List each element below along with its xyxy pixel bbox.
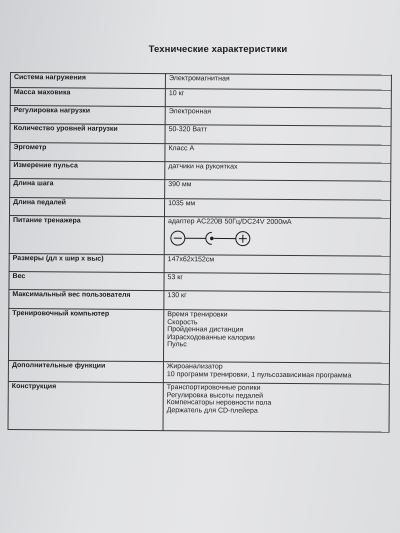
spec-value: датчики на рукоятках [165, 162, 391, 182]
spec-key: Масса маховика [10, 88, 165, 107]
table-row [8, 381, 389, 432]
specs-table [8, 72, 392, 433]
spec-value: 147x62x152см [164, 255, 390, 275]
spec-key: Вес [9, 271, 164, 290]
spec-key: Количество уровней нагрузки [10, 124, 165, 144]
spec-key: Эргометр [10, 143, 165, 162]
spec-value: 50-320 Ватт [165, 125, 391, 146]
spec-key: Регулировка нагрузки [10, 106, 165, 125]
spec-value: 390 мм [165, 180, 391, 201]
spec-value: Жироанализатор 10 программ тренировки, 1 пульсозависимая программа [163, 362, 389, 385]
document-title: Технические характеристики [148, 44, 288, 55]
table-row [8, 308, 389, 363]
spec-value: 10 кг [165, 89, 391, 109]
spec-key: Максимальный вес пользователя [9, 289, 164, 309]
table-row [9, 216, 390, 257]
spec-key: Размеры (дл х шир х выс) [9, 253, 164, 272]
dc-polarity-icon [168, 228, 260, 249]
table-row [8, 360, 389, 384]
spec-value: Время тренировки Скорость Пройденная дистанция Израсходованные калории Пульс [163, 310, 389, 364]
spec-value: Электромагнитная [165, 74, 391, 91]
spec-key: Дополнительные функции [8, 360, 163, 382]
spec-key: Система нагружения [10, 73, 165, 89]
spec-key: Измерение пульса [10, 161, 165, 180]
spec-value: Транспортировочные ролики Регулировка высоты педалей Компенсаторы неровности пола Держатель для CD-плейера [163, 383, 389, 433]
spec-key: Конструкция [8, 381, 163, 430]
spec-key: Длина педалей [9, 198, 164, 217]
spec-value: адаптер AC220B 50Гц/DC24V 2000мА [164, 217, 390, 257]
spec-key: Питание тренажера [9, 216, 164, 255]
spec-key: Тренировочный компьютер [8, 308, 163, 361]
spec-value: 130 кг [164, 291, 390, 312]
spec-key: Длина шага [10, 179, 165, 199]
spec-value: Класс А [165, 144, 391, 164]
spec-value: 53 кг [164, 273, 390, 293]
spec-value: 1035 мм [164, 199, 390, 219]
spec-value: Электронная [165, 107, 391, 127]
